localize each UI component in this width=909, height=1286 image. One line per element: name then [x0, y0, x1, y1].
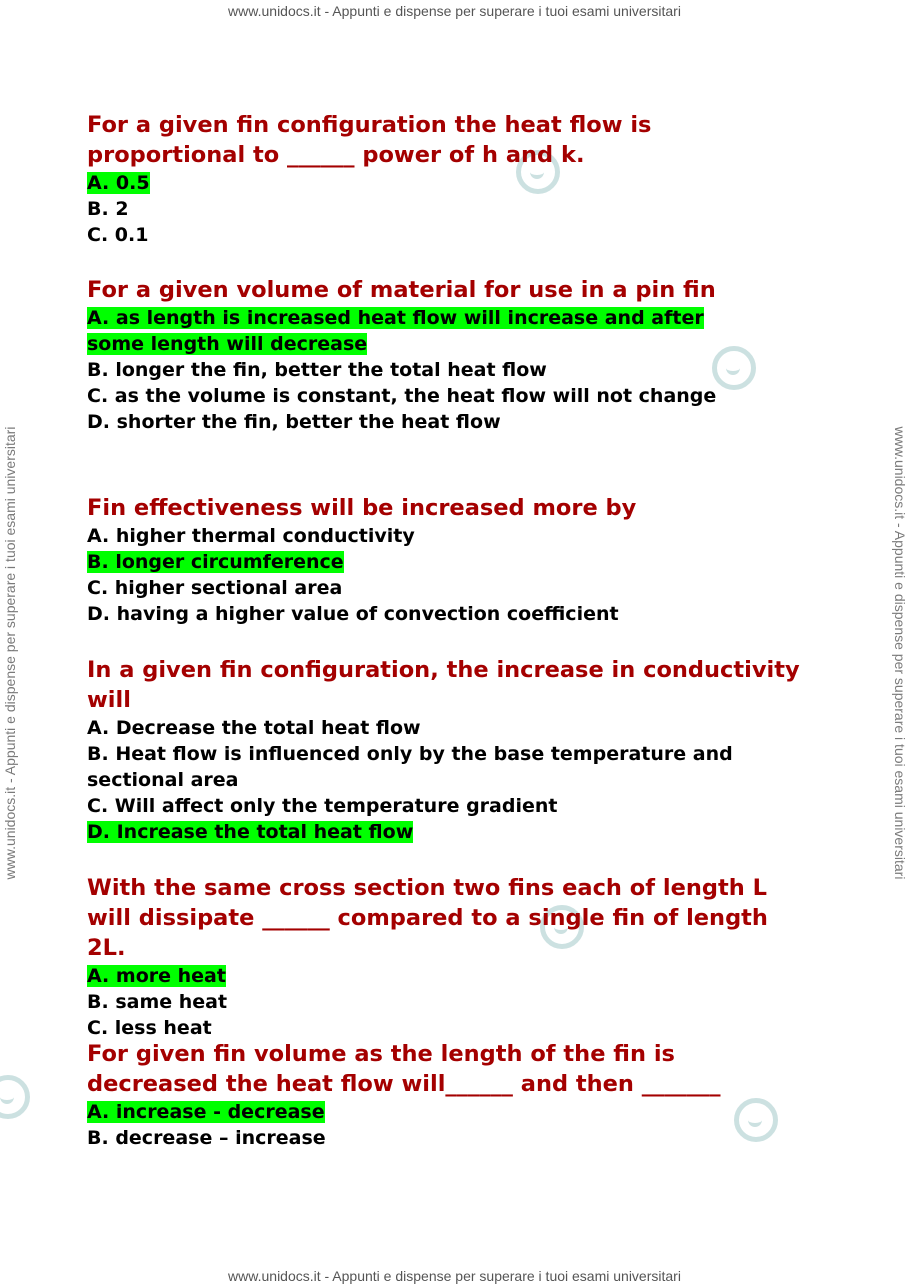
option-b: B. longer the fin, better the total heat flow [87, 359, 547, 381]
option-b: B. decrease – increase [87, 1127, 326, 1149]
question-1 [87, 110, 807, 248]
question-title: For a given fin configuration the heat flow is proportional to ______ power of h and k. [87, 112, 652, 168]
option-b: B. 2 [87, 198, 129, 220]
watermark-header: www.unidocs.it - Appunti e dispense per superare i tuoi esami universitari [228, 3, 681, 19]
option-c: C. 0.1 [87, 224, 149, 246]
option-c: C. less heat [87, 1017, 212, 1039]
option-a-correct: A. as length is increased heat flow will increase and after some length will decrease [87, 307, 704, 355]
option-a-correct: A. 0.5 [87, 172, 150, 194]
option-c: C. higher sectional area [87, 577, 343, 599]
option-a: A. Decrease the total heat flow [87, 717, 421, 739]
question-title: For a given volume of material for use in a pin fin [87, 277, 716, 303]
question-4 [87, 655, 807, 845]
question-3 [87, 493, 807, 627]
option-c: C. as the volume is constant, the heat flow will not change [87, 385, 717, 407]
watermark-side-left: www.unidocs.it - Appunti e dispense per superare i tuoi esami universitari [2, 426, 18, 880]
question-title: In a given fin configuration, the increase in conductivity will [87, 657, 800, 713]
question-title: Fin effectiveness will be increased more by [87, 495, 637, 521]
option-b: B. Heat flow is influenced only by the base temperature and sectional area [87, 743, 733, 791]
option-a: A. higher thermal conductivity [87, 525, 415, 547]
option-a-correct: A. increase - decrease [87, 1101, 325, 1123]
question-6 [87, 1039, 807, 1151]
option-c: C. Will affect only the temperature gradient [87, 795, 558, 817]
option-b: B. same heat [87, 991, 228, 1013]
question-2 [87, 275, 807, 435]
option-d-correct: D. Increase the total heat flow [87, 821, 414, 843]
question-title: For given fin volume as the length of the fin is decreased the heat flow will______ and then _______ [87, 1041, 721, 1097]
option-a-correct: A. more heat [87, 965, 226, 987]
option-b-correct: B. longer circumference [87, 551, 344, 573]
option-d: D. having a higher value of convection coefficient [87, 603, 619, 625]
unidocs-logo-icon [0, 1075, 30, 1119]
watermark-footer: www.unidocs.it - Appunti e dispense per superare i tuoi esami universitari [228, 1268, 681, 1284]
question-title: With the same cross section two fins each of length L will dissipate ______ compared to a single fin of length 2L. [87, 875, 768, 961]
watermark-side-right: www.unidocs.it - Appunti e dispense per superare i tuoi esami universitari [892, 426, 908, 880]
question-5 [87, 873, 807, 1041]
option-d: D. shorter the fin, better the heat flow [87, 411, 501, 433]
